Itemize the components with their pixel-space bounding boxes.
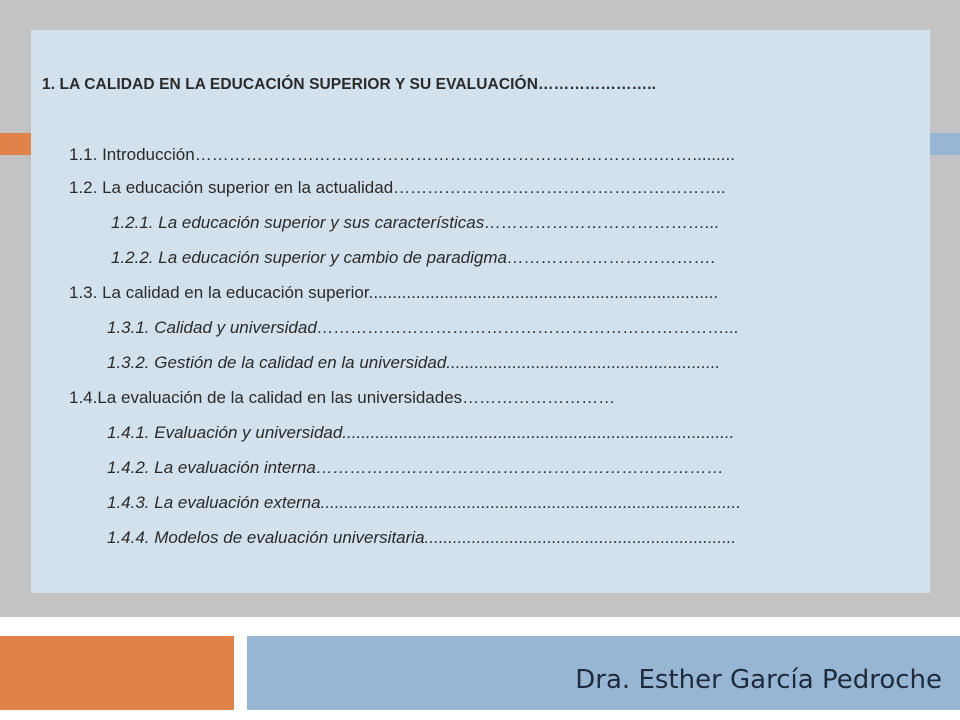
table-of-contents-panel xyxy=(31,30,930,593)
toc-entry-1-3-1: 1.3.1. Calidad y universidad………………………………………………………………... xyxy=(107,318,739,337)
footer-orange-block xyxy=(0,636,234,710)
author-name: Dra. Esther García Pedroche xyxy=(575,665,942,695)
left-orange-accent xyxy=(0,133,34,155)
toc-entry-1-2-2: 1.2.2. La educación superior y cambio de paradigma………………………………. xyxy=(111,248,716,267)
toc-entry-1-4-2: 1.4.2. La evaluación interna……………………………………………………………… xyxy=(107,458,724,477)
right-blue-accent xyxy=(926,133,960,155)
toc-entry-1-3: 1.3. La calidad en la educación superior.......................................................................... xyxy=(69,283,719,302)
toc-entry-1-4: 1.4.La evaluación de la calidad en las universidades……………………… xyxy=(69,388,616,407)
toc-entry-1-2: 1.2. La educación superior en la actualidad………………………………………………….. xyxy=(69,178,726,197)
toc-entry-1-2-1: 1.2.1. La educación superior y sus características…………………………………... xyxy=(111,213,720,232)
toc-entry-1-4-4: 1.4.4. Modelos de evaluación universitaria.................................................................. xyxy=(107,528,737,547)
toc-entry-1-3-2: 1.3.2. Gestión de la calidad en la universidad.......................................................... xyxy=(107,353,721,372)
toc-chapter-heading: 1. LA CALIDAD EN LA EDUCACIÓN SUPERIOR Y SU EVALUACIÓN………………….. xyxy=(42,76,657,93)
toc-entry-1-4-1: 1.4.1. Evaluación y universidad................................................................................... xyxy=(107,423,735,442)
toc-entry-1-4-3: 1.4.3. La evaluación externa......................................................................................... xyxy=(107,493,741,512)
toc-entry-1-1: 1.1. Introducción……………………………………………………………………….……......... xyxy=(69,145,735,164)
